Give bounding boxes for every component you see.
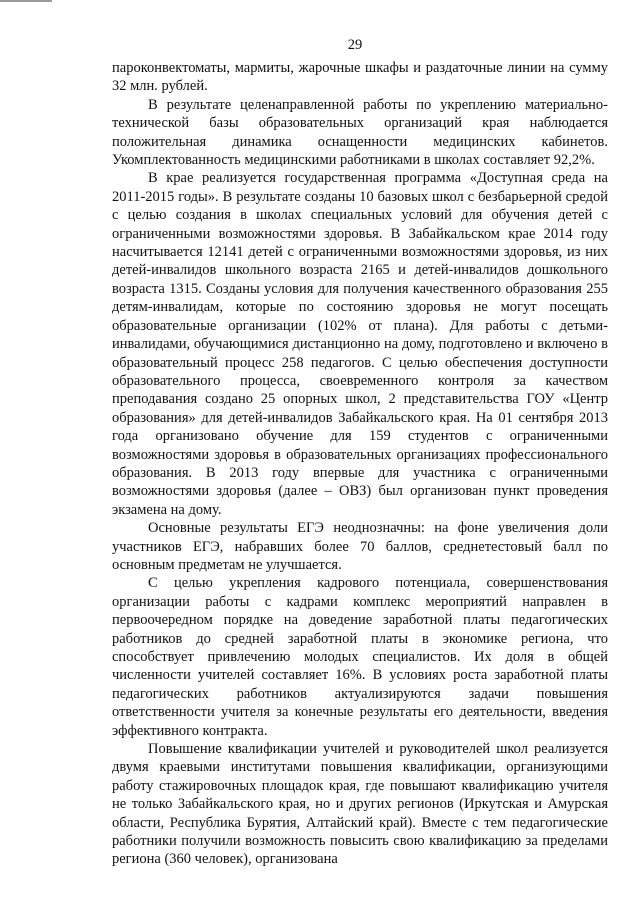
body-text [112,59,608,869]
scan-edge-mark [0,0,52,2]
paragraph-accessible-environment: В крае реализуется государственная программа «Доступная среда на 2011-2015 годы». В результате созданы 10 базовых школ с безбарьерной средой с целью создания в школах специальных условий для обучения детей с ограниченными возможностями здоровья. В Забайкальском крае 2014 году насчитывается 12141 детей с ограниченными возможностями здоровья, из них детей-инвалидов школьного возраста 2165 и детей-инвалидов дошкольного возраста 1315. Созданы условия для получения качественного образования 255 детям-инвалидам, которые по состоянию здоровья не могут посещать образовательные организации (102% от плана). Для работы с детьми-инвалидами, обучающимися дистанционно на дому, подготовлено и включено в образовательный процесс 258 педагогов. С целью обеспечения доступности образовательного процесса, своевременного контроля за качеством преподавания создано 25 опорных школ, 2 представительства ГОУ «Центр образования» для детей-инвалидов Забайкальского края. На 01 сентября 2013 года организовано обучение для 159 студентов с ограниченными возможностями здоровья в образовательных организациях профессионального образования. В 2013 году впервые для участника с ограниченными возможностями здоровья (далее – ОВЗ) был организован пункт проведения экзамена на дому. [112,170,608,518]
paragraph-material-base: В результате целенаправленной работы по укреплению материально-технической базы образовательных организаций края наблюдается положительная динамика оснащенности медицинских кабинетов. Укомплектованность медицинскими работниками в школах составляет 92,2%. [112,96,608,169]
paragraph-staff-potential: С целью укрепления кадрового потенциала, совершенствования организации работы с кадрами комплекс мероприятий направлен в первоочередном порядке на доведение заработной платы педагогических работников до средней заработной платы в экономике региона, что способствует привлечению молодых специалистов. Их доля в общей численности учителей составляет 16%. В условиях роста заработной платы педагогических работников актуализируются задачи повышения ответственности учителя за конечные результаты его деятельности, введения эффективного контракта. [112,575,608,739]
paragraph-qualification: Повышение квалификации учителей и руководителей школ реализуется двумя краевыми институтами повышения квалификации, организующими работу стажировочных площадок края, где повышают квалификацию учителя не только Забайкальского края, но и других регионов (Иркутская и Амурская области, Республика Бурятия, Алтайский край). Вместе с тем педагогические работники получили возможность повысить свою квалификацию за пределами региона (360 человек), организована [112,741,608,868]
paragraph-continuation: пароконвектоматы, мармиты, жарочные шкафы и раздаточные линии на сумму 32 млн. рублей. [112,60,608,95]
paragraph-exam-results: Основные результаты ЕГЭ неоднозначны: на фоне увеличения доли участников ЕГЭ, набравших более 70 баллов, среднетестовый балл по основным предметам не улучшается. [112,520,608,573]
page-number: 29 [347,37,363,53]
